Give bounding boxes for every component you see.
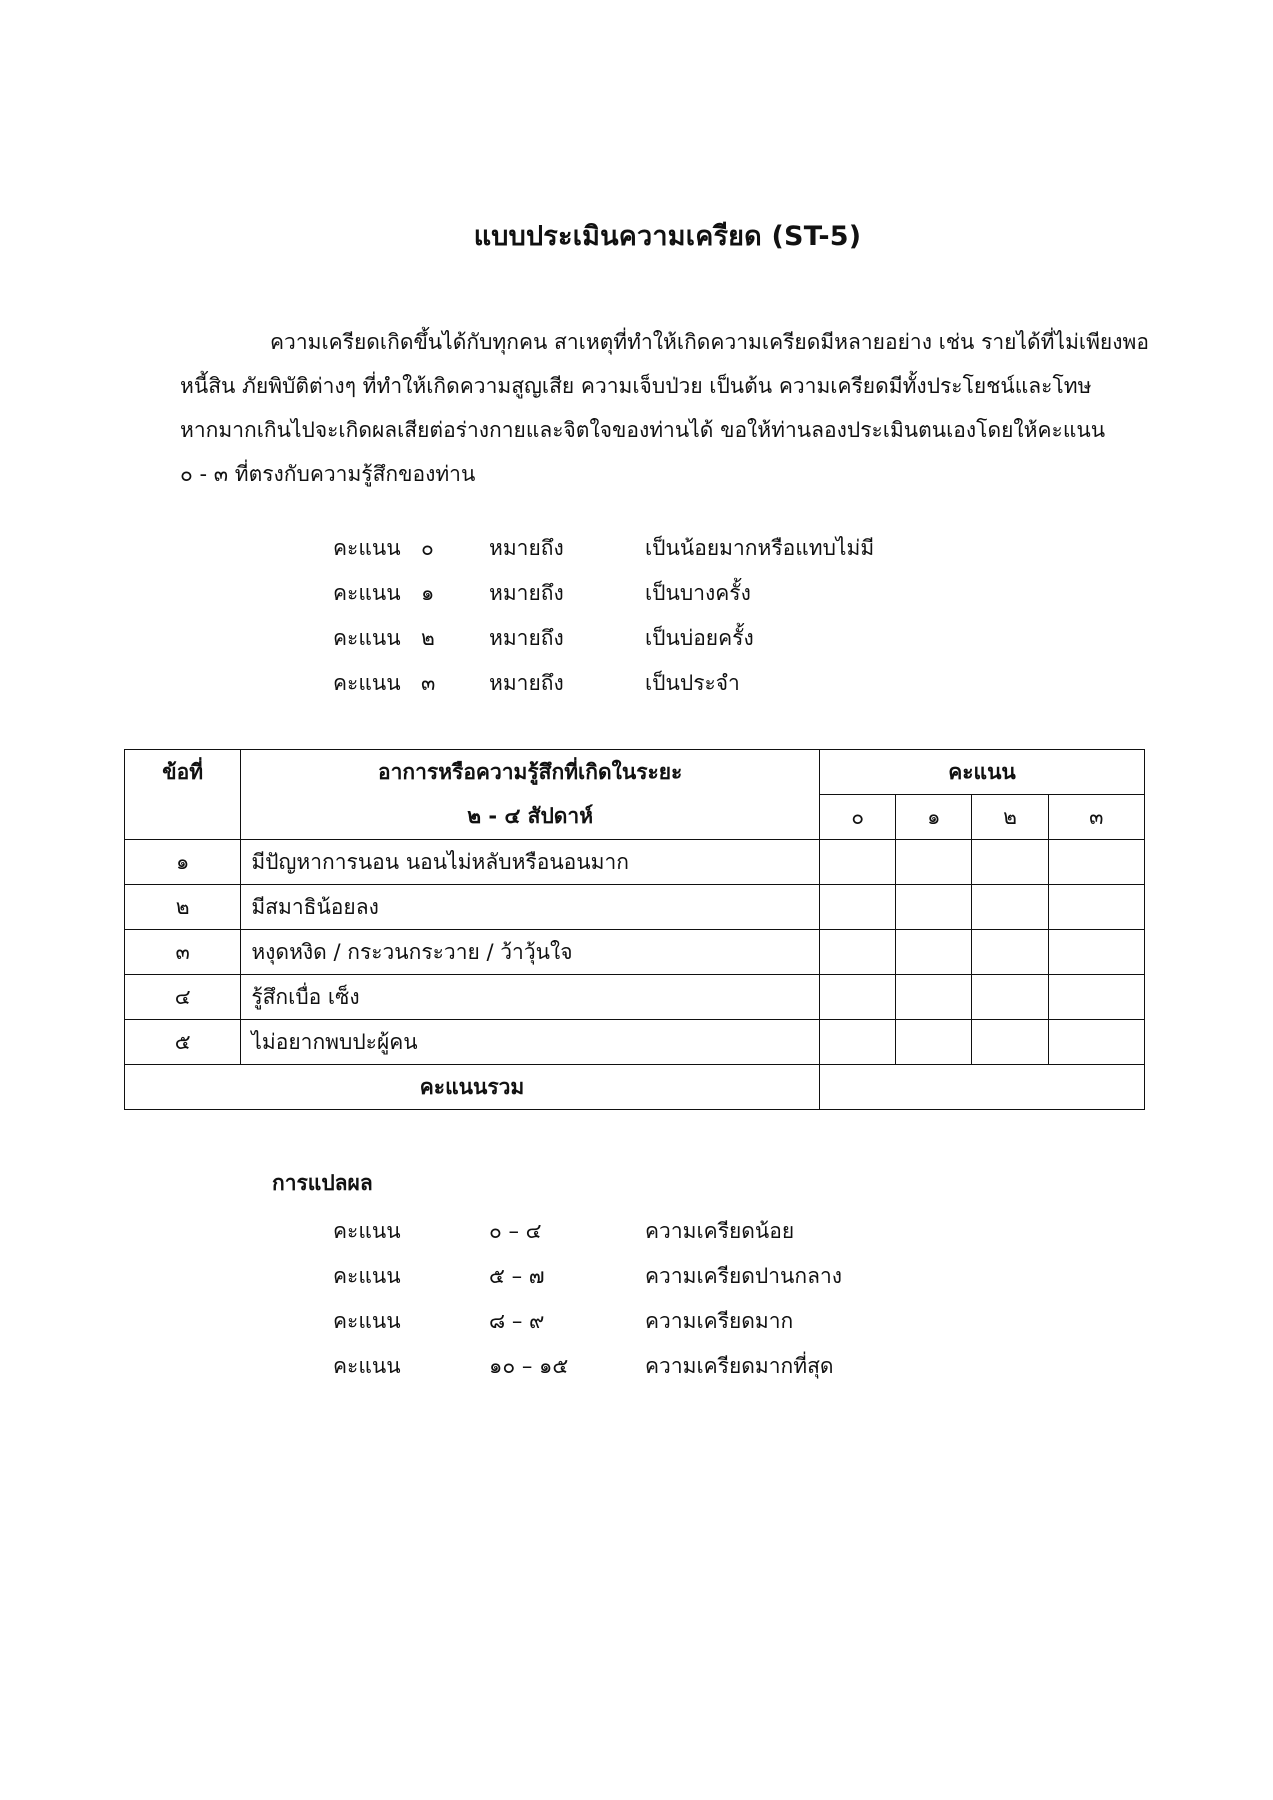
table-subheader-row <box>125 795 1145 840</box>
symptom: มีปัญหาการนอน นอนไม่หลับหรือนอนมาก <box>241 840 820 885</box>
item-no: ๒ <box>125 885 241 930</box>
item-no: ๑ <box>125 840 241 885</box>
legend-score: ๓ <box>421 671 436 695</box>
interpretation-label: คะแนน <box>333 1309 401 1333</box>
legend-row <box>333 571 933 616</box>
legend-score: ๒ <box>421 626 435 650</box>
legend-score: ๑ <box>421 581 435 605</box>
interpretation-level: ความเครียดปานกลาง <box>645 1264 843 1288</box>
score-cell-1[interactable] <box>896 930 972 975</box>
score-cell-2[interactable] <box>972 885 1048 930</box>
header-score-3: ๓ <box>1048 795 1144 840</box>
header-score-0: ๐ <box>820 795 896 840</box>
score-cell-2[interactable] <box>972 930 1048 975</box>
table-row <box>125 840 1145 885</box>
header-symptom-line1: อาการหรือความรู้สึกที่เกิดในระยะ <box>241 750 820 795</box>
table-total-row <box>125 1065 1145 1110</box>
score-cell-0[interactable] <box>820 975 896 1020</box>
item-no: ๕ <box>125 1020 241 1065</box>
legend-row <box>333 526 933 571</box>
legend-row <box>333 661 933 706</box>
interpretation-level: ความเครียดน้อย <box>645 1219 795 1243</box>
intro-line-2: หนี้สิน ภัยพิบัติต่างๆ ที่ทำให้เกิดความสูญเสีย ความเจ็บป่วย เป็นต้น ความเครียดมีทั้งประโยชน์และโทษ <box>180 374 1092 398</box>
legend-description: เป็นน้อยมากหรือแทบไม่มี <box>645 536 875 560</box>
header-item-no: ข้อที่ <box>125 750 241 840</box>
interpretation-label: คะแนน <box>333 1354 401 1378</box>
symptom: รู้สึกเบื่อ เซ็ง <box>241 975 820 1020</box>
score-cell-2[interactable] <box>972 840 1048 885</box>
interpretation-section <box>272 1163 933 1389</box>
legend-means: หมายถึง <box>489 536 564 560</box>
header-score: คะแนน <box>820 750 1145 795</box>
score-cell-3[interactable] <box>1048 885 1144 930</box>
header-symptom-line2: ๒ - ๔ สัปดาห์ <box>241 795 820 840</box>
intro-line-1: ความเครียดเกิดขึ้นได้กับทุกคน สาเหตุที่ทำให้เกิดความเครียดมีหลายอย่าง เช่น รายได้ที่ไม่เพียงพอ <box>270 330 1149 354</box>
interpretation-level: ความเครียดมาก <box>645 1309 794 1333</box>
legend-description: เป็นประจำ <box>645 671 740 695</box>
assessment-table <box>124 749 1145 1110</box>
symptom: หงุดหงิด / กระวนกระวาย / ว้าวุ้นใจ <box>241 930 820 975</box>
interpretation-range: ๕ – ๗ <box>489 1264 545 1288</box>
score-legend <box>333 526 933 706</box>
symptom: มีสมาธิน้อยลง <box>241 885 820 930</box>
score-cell-3[interactable] <box>1048 975 1144 1020</box>
score-cell-1[interactable] <box>896 1020 972 1065</box>
interpretation-range: ๘ – ๙ <box>489 1309 545 1333</box>
legend-label: คะแนน <box>333 536 401 560</box>
legend-label: คะแนน <box>333 581 401 605</box>
score-cell-0[interactable] <box>820 840 896 885</box>
score-cell-0[interactable] <box>820 1020 896 1065</box>
interpretation-title: การแปลผล <box>272 1171 373 1195</box>
table-row <box>125 930 1145 975</box>
legend-label: คะแนน <box>333 671 401 695</box>
score-cell-1[interactable] <box>896 885 972 930</box>
interpretation-label: คะแนน <box>333 1264 401 1288</box>
table-row <box>125 885 1145 930</box>
score-cell-1[interactable] <box>896 975 972 1020</box>
symptom: ไม่อยากพบปะผู้คน <box>241 1020 820 1065</box>
page-title: แบบประเมินความเครียด (ST-5) <box>473 221 862 252</box>
score-cell-3[interactable] <box>1048 930 1144 975</box>
score-cell-2[interactable] <box>972 1020 1048 1065</box>
item-no: ๔ <box>125 975 241 1020</box>
legend-score: ๐ <box>421 536 434 560</box>
legend-row <box>333 616 933 661</box>
score-cell-3[interactable] <box>1048 1020 1144 1065</box>
legend-means: หมายถึง <box>489 671 564 695</box>
score-cell-3[interactable] <box>1048 840 1144 885</box>
header-score-2: ๒ <box>972 795 1048 840</box>
legend-label: คะแนน <box>333 626 401 650</box>
interpretation-row <box>333 1254 933 1299</box>
legend-description: เป็นบ่อยครั้ง <box>645 626 754 650</box>
interpretation-row <box>333 1299 933 1344</box>
intro-line-4: ๐ - ๓ ที่ตรงกับความรู้สึกของท่าน <box>180 462 476 486</box>
legend-description: เป็นบางครั้ง <box>645 581 751 605</box>
score-cell-1[interactable] <box>896 840 972 885</box>
intro-line-3: หากมากเกินไปจะเกิดผลเสียต่อร่างกายและจิตใจของท่านได้ ขอให้ท่านลองประเมินตนเองโดยให้คะแนน <box>180 418 1106 442</box>
table-row <box>125 1020 1145 1065</box>
interpretation-range: ๐ – ๔ <box>489 1219 542 1243</box>
total-label: คะแนนรวม <box>125 1065 820 1110</box>
table-header-row <box>125 750 1145 795</box>
item-no: ๓ <box>125 930 241 975</box>
legend-means: หมายถึง <box>489 626 564 650</box>
score-cell-0[interactable] <box>820 885 896 930</box>
score-cell-0[interactable] <box>820 930 896 975</box>
score-cell-2[interactable] <box>972 975 1048 1020</box>
table-row <box>125 975 1145 1020</box>
interpretation-row <box>333 1209 933 1254</box>
total-score-cell[interactable] <box>820 1065 1145 1110</box>
header-score-1: ๑ <box>896 795 972 840</box>
intro-paragraph <box>180 320 1152 496</box>
interpretation-label: คะแนน <box>333 1219 401 1243</box>
legend-means: หมายถึง <box>489 581 564 605</box>
interpretation-range: ๑๐ – ๑๕ <box>489 1354 569 1378</box>
interpretation-level: ความเครียดมากที่สุด <box>645 1354 834 1378</box>
interpretation-row <box>333 1344 933 1389</box>
